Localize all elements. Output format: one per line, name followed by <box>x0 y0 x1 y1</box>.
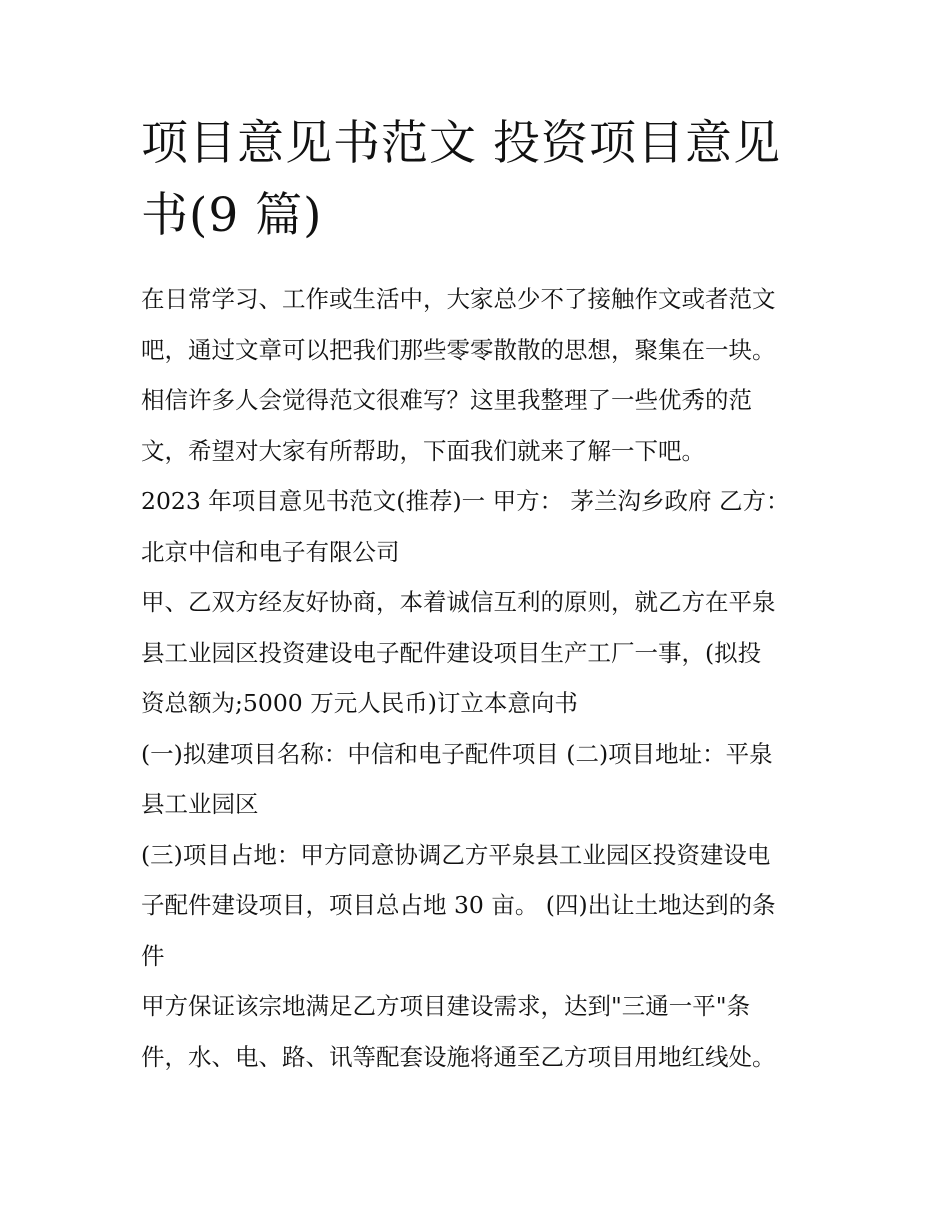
title-line: 书(9 篇) <box>141 188 323 243</box>
text-line: 在日常学习、工作或生活中，大家总少不了接触作文或者范文 <box>141 285 776 313</box>
document-body <box>141 274 821 1082</box>
document-page <box>141 108 821 1082</box>
text-line: 相信许多人会觉得范文很难写？这里我整理了一些优秀的范 <box>141 386 752 414</box>
text-line: (一)拟建项目名称：中信和电子配件项目 (二)项目地址：平泉 <box>141 739 773 768</box>
text-line: 北京中信和电子有限公司 <box>141 537 400 566</box>
text-line: 县工业园区 <box>141 790 259 818</box>
text-line: (三)项目占地：甲方同意协调乙方平泉县工业园区投资建设电 <box>141 840 771 869</box>
paragraph-land <box>141 830 821 982</box>
text-line: 资总额为;5000 万元人民币)订立本意向书 <box>141 689 578 717</box>
text-line: 件 <box>141 941 165 970</box>
text-line: 县工业园区投资建设电子配件建设项目生产工厂一事，(拟投 <box>141 638 762 667</box>
title-line: 项目意见书范文 投资项目意见 <box>141 116 781 171</box>
paragraph-parties <box>141 476 821 577</box>
paragraph-intro <box>141 274 821 476</box>
text-line: 甲、乙双方经友好协商，本着诚信互利的原则，就乙方在平泉 <box>141 588 776 616</box>
text-line: 件，水、电、路、讯等配套设施将通至乙方项目用地红线处。 <box>141 1042 776 1071</box>
text-line: 2023 年项目意见书范文(推荐)一 甲方： 茅兰沟乡政府 乙方： <box>141 487 790 515</box>
text-line: 吧，通过文章可以把我们那些零零散散的思想，聚集在一块。 <box>141 335 776 364</box>
text-line: 子配件建设项目，项目总占地 30 亩。 (四)出让土地达到的条 <box>141 891 776 919</box>
text-line: 文，希望对大家有所帮助，下面我们就来了解一下吧。 <box>141 436 705 465</box>
paragraph-agreement <box>141 577 821 729</box>
paragraph-project-name <box>141 729 821 830</box>
document-title <box>141 108 821 252</box>
paragraph-guarantee <box>141 981 821 1082</box>
text-line: 甲方保证该宗地满足乙方项目建设需求，达到"三通一平"条 <box>141 992 751 1020</box>
